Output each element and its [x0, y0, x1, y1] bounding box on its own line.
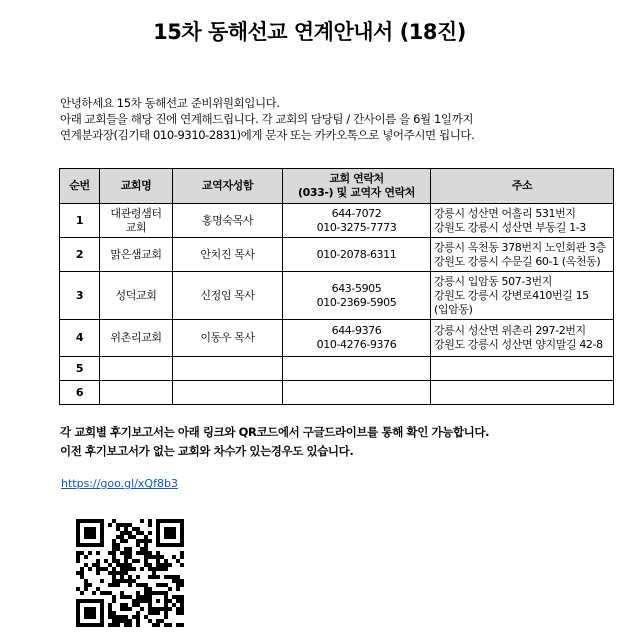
- table-row: [60, 320, 614, 357]
- row-num: 5: [60, 357, 100, 381]
- church-name-line: 대관령샘터: [110, 206, 162, 220]
- row-num: 4: [60, 320, 100, 357]
- table-row: [60, 272, 614, 320]
- pastor-name: [173, 381, 283, 405]
- page-title: 15차 동해선교 연계안내서 (18진): [153, 20, 466, 44]
- contact-line: 010-4276-9376: [316, 338, 397, 351]
- address: [431, 272, 614, 320]
- header-contact: [283, 169, 431, 204]
- address-line: 강릉시 옥천동 378번지 노인회관 3층: [434, 240, 606, 254]
- contact: [283, 272, 431, 320]
- contact: [283, 381, 431, 405]
- address-line: 강릉시 성산면 어흘리 531번지: [434, 206, 576, 220]
- table-header-row: [60, 169, 614, 204]
- contact-line: 644-9376: [331, 324, 382, 337]
- contact: [283, 357, 431, 381]
- contact-line: 010-2078-6311: [316, 247, 397, 261]
- header-church: 교회명: [100, 169, 173, 204]
- table-row: [60, 204, 614, 238]
- qr-code-icon: [76, 519, 184, 627]
- notice-text: [60, 423, 610, 461]
- header-contact-line: 교회 연락처: [329, 172, 384, 185]
- table-row: [60, 357, 614, 381]
- church-name-line: 맑은샘교회: [110, 247, 162, 261]
- pastor-name: [173, 357, 283, 381]
- table-row: [60, 381, 614, 405]
- church-table: [59, 168, 614, 405]
- church-name: [100, 320, 173, 357]
- row-num: 3: [60, 272, 100, 320]
- church-name-line: 위촌리교회: [110, 331, 162, 344]
- church-name-line: 교회: [125, 220, 147, 234]
- pastor-name: 이동우 목사: [173, 320, 283, 357]
- address: [431, 357, 614, 381]
- address-line: 강릉시 성산면 위촌리 297-2번지: [434, 324, 586, 337]
- row-num: 1: [60, 204, 100, 238]
- contact: [283, 320, 431, 357]
- row-num: 6: [60, 381, 100, 405]
- intro-line: 안녕하세요 15차 동해선교 준비위원회입니다.: [60, 96, 280, 110]
- address: [431, 381, 614, 405]
- header-num: 순번: [60, 169, 100, 204]
- church-name: [100, 381, 173, 405]
- table-row: [60, 238, 614, 272]
- intro-line: 연계분과장(김기태 010-9310-2831)에게 문자 또는 카카오톡으로 넣어주시면 됩니다.: [60, 128, 475, 142]
- pastor-name: 안치진 목사: [173, 238, 283, 272]
- intro-text: [60, 95, 600, 143]
- address-line: 강원도 강릉시 수문길 60-1 (옥천동): [434, 254, 601, 268]
- contact: [283, 204, 431, 238]
- header-pastor: 교역자성함: [173, 169, 283, 204]
- church-name: [100, 272, 173, 320]
- header-address: 주소: [431, 169, 614, 204]
- address-line: 강릉시 입암동 507-3번지: [434, 274, 552, 288]
- contact-line: 010-2369-5905: [316, 295, 397, 309]
- church-name: [100, 204, 173, 238]
- pastor-name: 신정임 목사: [173, 272, 283, 320]
- address-line: 강원도 강릉시 강변로410번길 15: [434, 288, 589, 302]
- contact: [283, 238, 431, 272]
- contact-line: 643-5905: [331, 281, 382, 295]
- contact-line: 010-3275-7773: [316, 220, 397, 234]
- address-line: (입암동): [434, 302, 473, 316]
- notice-line: 각 교회별 후기보고서는 아래 링크와 QR코드에서 구글드라이브를 통해 확인 가능합니다.: [60, 425, 490, 439]
- church-name: [100, 238, 173, 272]
- row-num: 2: [60, 238, 100, 272]
- notice-line: 이전 후기보고서가 없는 교회와 차수가 있는경우도 있습니다.: [60, 444, 354, 458]
- address-line: 강원도 강릉시 성산면 부동길 1-3: [434, 220, 586, 234]
- address: [431, 204, 614, 238]
- church-name: [100, 357, 173, 381]
- contact-line: 644-7072: [331, 206, 382, 220]
- report-link[interactable]: https://goo.gl/xQf8b3: [61, 477, 178, 490]
- church-name-line: 성덕교회: [115, 288, 157, 302]
- address: [431, 320, 614, 357]
- address: [431, 238, 614, 272]
- address-line: 강원도 강릉시 성산면 양지말길 42-8: [434, 338, 603, 351]
- pastor-name: 홍명숙목사: [173, 204, 283, 238]
- intro-line: 아래 교회들을 해당 진에 연계해드립니다. 각 교회의 담당팀 / 간사이름 을 6월 1일까지: [60, 112, 474, 126]
- header-contact-line: (033-) 및 교역자 연락처: [297, 186, 416, 199]
